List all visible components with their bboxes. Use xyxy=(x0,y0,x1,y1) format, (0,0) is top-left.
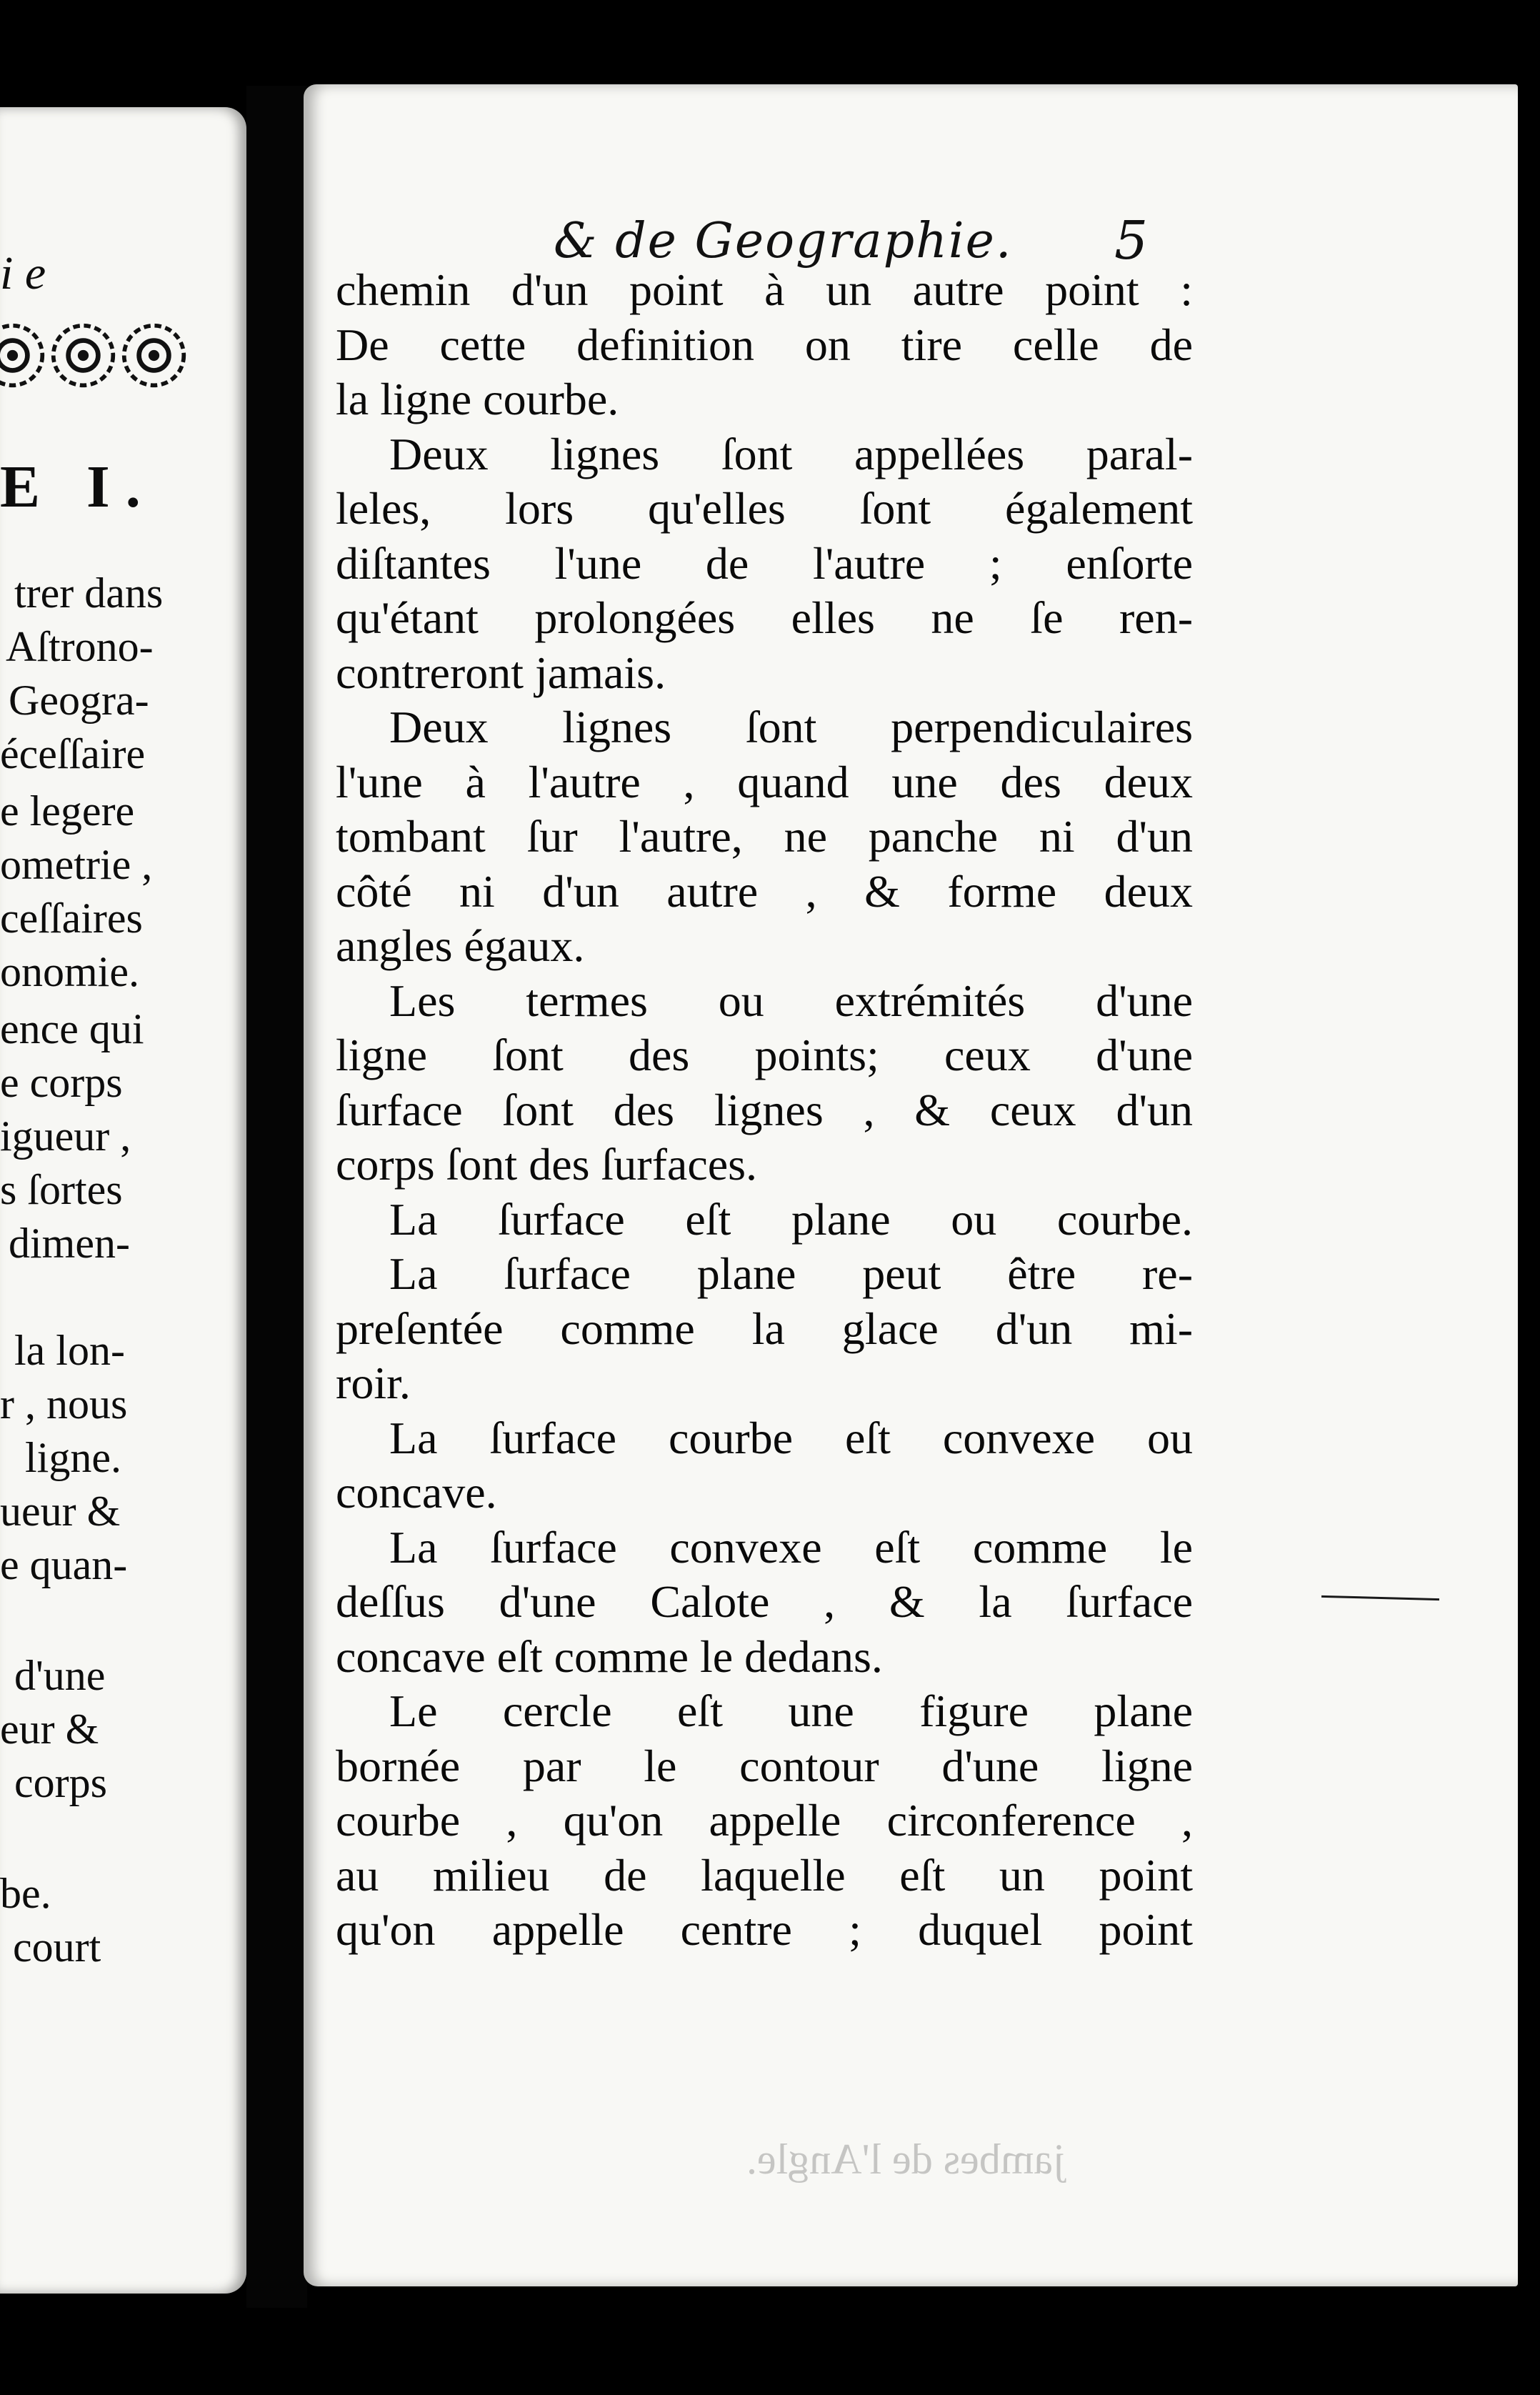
left-text-fragment: dimen- xyxy=(9,1220,130,1267)
text-line: roir. xyxy=(336,1358,411,1408)
left-text-fragment: r , nous xyxy=(0,1380,128,1428)
text-line: diſtantes l'une de l'autre ; enſorte xyxy=(336,537,1193,589)
text-line: ligne ſont des points; ceux d'une xyxy=(336,1030,1193,1080)
rosette-ornament-icon xyxy=(49,322,117,389)
left-text-fragment: ence qui xyxy=(0,1005,144,1052)
text-line: corps ſont des ſurfaces. xyxy=(336,1139,758,1190)
left-text-fragment: corps xyxy=(14,1759,107,1806)
left-running-head-fragment: i e xyxy=(0,247,46,299)
text-line: Deux lignes ſont appellées paral- xyxy=(389,428,1193,479)
left-text-fragment: e legere xyxy=(0,787,135,835)
text-line: ſurface ſont des lignes , & ceux d'un xyxy=(336,1084,1193,1135)
left-text-fragment: s ſortes xyxy=(0,1166,123,1213)
text-line: Deux lignes ſont perpendiculaires xyxy=(389,702,1193,752)
left-text-fragment: la lon- xyxy=(14,1327,125,1374)
rosette-ornament-icon xyxy=(120,322,188,389)
text-line: concave eſt comme le dedans. xyxy=(336,1630,883,1682)
text-line: au milieu de laquelle eſt un point xyxy=(336,1849,1193,1901)
left-page-fragment xyxy=(0,107,246,2294)
text-line: De cette definition on tire celle de xyxy=(336,319,1193,370)
text-line: contreront jamais. xyxy=(336,647,666,698)
text-line: preſentée comme la glace d'un mi- xyxy=(336,1303,1193,1354)
left-text-fragment: Aſtrono- xyxy=(6,623,154,670)
text-line: leles, lors qu'elles ſont également xyxy=(336,483,1193,534)
left-text-fragment: e quan- xyxy=(0,1541,128,1588)
left-text-fragment: onomie. xyxy=(0,948,139,995)
left-chapter-heading-fragment: E I. xyxy=(0,454,156,520)
book-gutter xyxy=(246,86,307,2308)
left-text-fragment: ceſſaires xyxy=(0,895,143,942)
text-line: deſſus d'une Calote , & la ſurface xyxy=(336,1576,1193,1627)
text-line: tombant ſur l'autre, ne panche ni d'un xyxy=(336,811,1193,862)
text-line: côté ni d'un autre , & forme deux xyxy=(336,865,1193,917)
text-line: la ligne courbe. xyxy=(336,374,619,424)
ornamental-band xyxy=(0,322,188,389)
body-text xyxy=(336,263,1193,1958)
left-text-fragment: Geogra- xyxy=(9,677,149,724)
running-head: & de Geographie. xyxy=(554,213,1013,269)
left-text-fragment: d'une xyxy=(14,1652,106,1699)
text-line: qu'étant prolongées elles ne ſe ren- xyxy=(336,592,1193,643)
book-page xyxy=(304,84,1518,2286)
bleed-through-text: jambes de l'Angle. xyxy=(746,2136,1065,2183)
left-text-fragment: be. xyxy=(0,1870,51,1917)
left-text-fragment: trer dans xyxy=(14,569,164,617)
left-text-fragment: eur & xyxy=(0,1706,99,1753)
left-text-fragment: igueur , xyxy=(0,1112,131,1160)
left-text-fragment: court xyxy=(13,1923,101,1971)
page-number: 5 xyxy=(1114,210,1149,272)
text-line: angles égaux. xyxy=(336,920,585,971)
text-line: l'une à l'autre , quand une des deux xyxy=(336,756,1193,807)
text-line: courbe , qu'on appelle circonference , xyxy=(336,1795,1193,1846)
text-line: bornée par le contour d'une ligne xyxy=(336,1740,1193,1791)
left-text-fragment: éceſſaire xyxy=(0,730,146,777)
text-line: Le cercle eſt une figure plane xyxy=(389,1686,1193,1736)
left-text-fragment: e corps xyxy=(0,1059,123,1106)
text-line: qu'on appelle centre ; duquel point xyxy=(336,1904,1193,1955)
left-text-fragment: ometrie , xyxy=(0,841,153,888)
text-line: chemin d'un point à un autre point : xyxy=(336,264,1193,315)
left-text-fragment: ligne. xyxy=(25,1434,121,1481)
text-line: La ſurface eſt plane ou courbe. xyxy=(389,1193,1193,1245)
text-line: La ſurface plane peut être re- xyxy=(389,1248,1193,1299)
text-line: La ſurface convexe eſt comme le xyxy=(389,1521,1193,1573)
rosette-ornament-icon xyxy=(0,322,46,389)
text-line: Les termes ou extrémités d'une xyxy=(389,975,1193,1026)
text-line: La ſurface courbe eſt convexe ou xyxy=(389,1412,1193,1463)
text-line: concave. xyxy=(336,1467,497,1518)
left-text-fragment: ueur & xyxy=(0,1488,121,1535)
